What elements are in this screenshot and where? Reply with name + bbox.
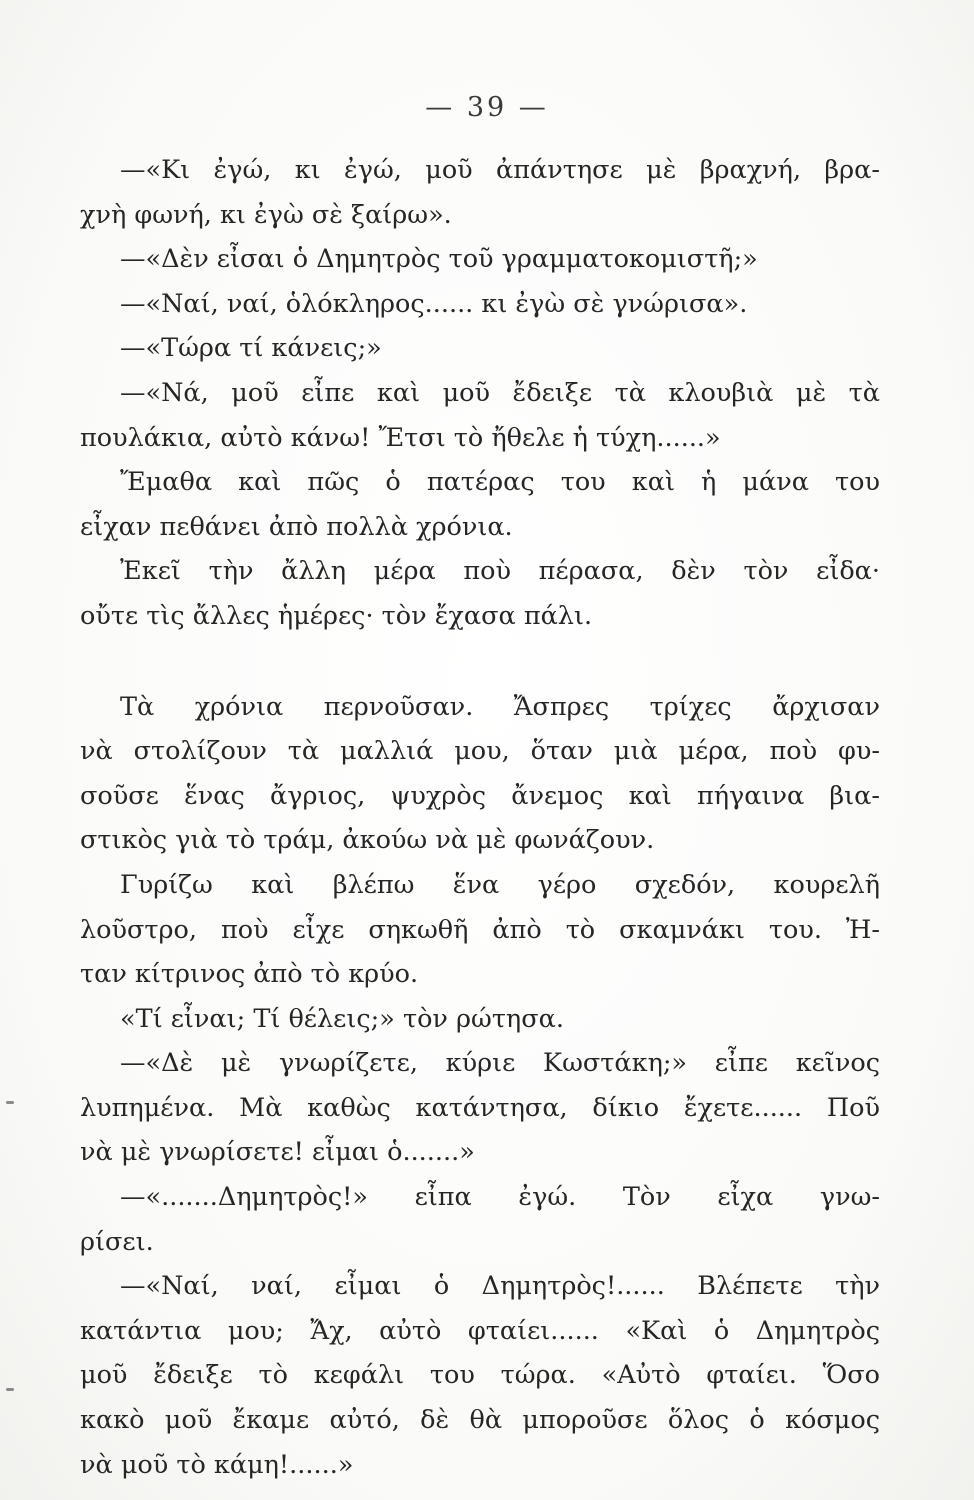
body-text: [80, 148, 880, 1487]
text-line: «Τί εἶναι; Τί θέλεις;» τὸν ρώτησα.: [120, 1003, 564, 1034]
text-line: Ἔμαθα καὶ πῶς ὁ πατέρας του καὶ ἡ μάνα του: [120, 467, 880, 498]
text-line: οὔτε τὶς ἄλλες ἡμέρες· τὸν ἔχασα πάλι.: [80, 600, 593, 631]
text-line: λυπημένα. Μὰ καθὼς κατάντησα, δίκιο ἔχετε...... Ποῦ: [80, 1092, 880, 1123]
margin-speck: [6, 1388, 14, 1391]
text-line: —«Ναί, ναί, ὁλόκληρος...... κι ἐγὼ σὲ γνώρισα».: [120, 288, 748, 319]
text-line: σοῦσε ἕνας ἄγριος, ψυχρὸς ἄνεμος καὶ πήγαινα βια-: [80, 780, 880, 811]
text-line: νὰ μὲ γνωρίσετε! εἶμαι ὁ.......»: [80, 1137, 475, 1168]
text-line: πουλάκια, αὐτὸ κάνω! Ἔτσι τὸ ἤθελε ἡ τύχη......»: [80, 422, 721, 453]
text-line: κατάντια μου; Ἄχ, αὐτὸ φταίει...... «Καὶ ὁ Δημητρὸς: [80, 1315, 880, 1346]
text-line: —«Ναί, ναί, εἶμαι ὁ Δημητρὸς!...... Βλέπετε τὴν: [120, 1271, 880, 1302]
text-line: Γυρίζω καὶ βλέπω ἕνα γέρο σχεδόν, κουρελῆ: [120, 869, 880, 900]
text-line: Τὰ χρόνια περνοῦσαν. Ἄσπρες τρίχες ἄρχισαν: [120, 691, 880, 722]
text-line: —«.......Δημητρὸς!» εἶπα ἐγώ. Τὸν εἶχα γνω-: [120, 1182, 880, 1213]
text-line: —«Κι ἐγώ, κι ἐγώ, μοῦ ἀπάντησε μὲ βραχνή, βρα-: [120, 155, 880, 185]
text-line: μοῦ ἔδειξε τὸ κεφάλι του τώρα. «Αὐτὸ φταίει. Ὅσο: [80, 1360, 880, 1391]
text-line: κακὸ μοῦ ἔκαμε αὐτό, δὲ θὰ μποροῦσε ὅλος ὁ κόσμος: [80, 1405, 880, 1436]
text-line: —«Τώρα τί κάνεις;»: [120, 333, 382, 364]
text-line: Ἐκεῖ τὴν ἄλλη μέρα ποὺ πέρασα, δὲν τὸν εἶδα·: [120, 556, 880, 587]
page-number: — 39 —: [425, 92, 549, 123]
text-line: νὰ μοῦ τὸ κάμη!......»: [80, 1449, 354, 1480]
text-line: —«Δὲ μὲ γνωρίζετε, κύριε Κωστάκη;» εἶπε κεῖνος: [120, 1048, 880, 1079]
text-line: νὰ στολίζουν τὰ μαλλιά μου, ὅταν μιὰ μέρα, ποὺ φυ-: [80, 736, 880, 767]
text-line: στικὸς γιὰ τὸ τράμ, ἀκούω νὰ μὲ φωνάζουν.: [80, 825, 655, 856]
text-line: εἶχαν πεθάνει ἀπὸ πολλὰ χρόνια.: [80, 511, 513, 542]
margin-speck: [6, 1101, 14, 1104]
text-line: ταν κίτρινος ἀπὸ τὸ κρύο.: [80, 959, 419, 990]
text-line: λοῦστρο, ποὺ εἶχε σηκωθῆ ἀπὸ τὸ σκαμνάκι του. Ἠ-: [80, 914, 880, 945]
text-line: —«Δὲν εἶσαι ὁ Δημητρὸς τοῦ γραμματοκομιστῆ;»: [120, 244, 758, 275]
text-line: χνὴ φωνή, κι ἐγὼ σὲ ξαίρω».: [80, 199, 452, 230]
text-line: ρίσει.: [80, 1226, 154, 1257]
text-line: —«Νά, μοῦ εἶπε καὶ μοῦ ἔδειξε τὰ κλουβιὰ μὲ τὰ: [120, 377, 880, 408]
